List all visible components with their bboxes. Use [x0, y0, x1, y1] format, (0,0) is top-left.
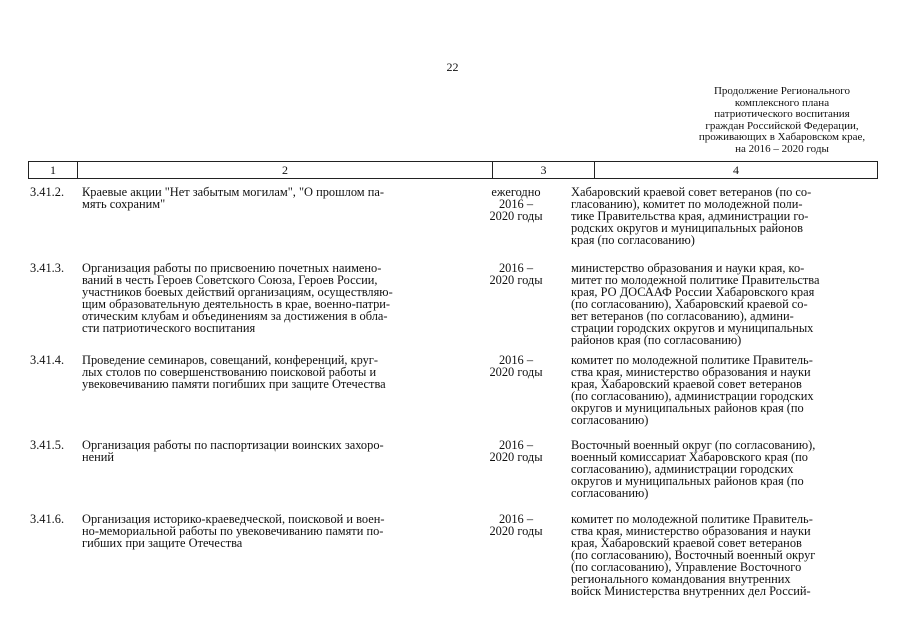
text-line: тике Правительства края, администрации го- — [571, 209, 809, 223]
header-line: патриотического воспитания — [714, 108, 850, 120]
activity-text — [82, 439, 457, 463]
continuation-header — [672, 86, 892, 155]
column-number-1: 1 — [50, 163, 56, 177]
row-number: 3.41.4. — [30, 353, 65, 367]
text-line: края, Хабаровский краевой совет ветеранов — [571, 536, 802, 550]
header-line: Продолжение Регионального — [713, 85, 851, 97]
text-line: края, Хабаровский краевой совет ветеранов — [571, 377, 802, 391]
text-line: 2020 годы — [489, 450, 543, 464]
text-line: щим образовательную деятельность в крае, военно-патри- — [82, 297, 391, 311]
text-line: согласованию) — [571, 486, 649, 500]
text-line: гибших при защите Отечества — [82, 536, 243, 550]
text-line: края, РО ДОСААФ России Хабаровского края — [571, 285, 815, 299]
activity-text — [82, 186, 457, 210]
text-line: мять сохраним" — [82, 197, 166, 211]
row-number: 3.41.2. — [30, 185, 65, 199]
text-line: согласованию) — [571, 413, 649, 427]
text-line: Организация историко-краеведческой, поисковой и воен- — [82, 512, 385, 526]
header-line: комплексного плана — [734, 96, 830, 109]
text-line: 2016 – — [498, 512, 534, 526]
text-line: ства края, министерство образования и науки — [571, 524, 811, 538]
text-line: лых столов по совершенствованию поисковой работы и — [82, 365, 377, 379]
deadline — [470, 354, 562, 378]
text-line: Проведение семинаров, совещаний, конференций, круг- — [82, 353, 379, 367]
text-line: гласованию), комитет по молодежной поли- — [571, 197, 803, 211]
text-line: регионального командования внутренних — [571, 572, 791, 586]
responsible-parties — [571, 262, 869, 346]
text-line: районов края (по согласованию) — [571, 333, 742, 347]
header-line: граждан Российской Федерации, — [705, 119, 859, 132]
page-number: 22 — [446, 60, 459, 74]
text-line: края (по согласованию) — [571, 233, 695, 247]
activity-text — [82, 354, 457, 390]
text-line: участников боевых действий организациям, осуществляю- — [82, 285, 393, 299]
text-line: 2020 годы — [489, 524, 543, 538]
text-line: 2016 – — [498, 261, 534, 275]
text-line: увековечиванию памяти погибших при защите Отечества — [82, 377, 386, 391]
text-line: нений — [82, 450, 115, 464]
deadline — [470, 262, 562, 286]
text-line: ваний в честь Героев Советского Союза, Героев России, — [82, 273, 378, 287]
text-line: ства края, министерство образования и науки — [571, 365, 811, 379]
text-line: Восточный военный округ (по согласованию), — [571, 438, 816, 452]
activity-text — [82, 513, 457, 549]
deadline — [470, 186, 562, 222]
text-line: вет ветеранов (по согласованию), админи- — [571, 309, 794, 323]
text-line: 2020 годы — [489, 273, 543, 287]
text-line: Организация работы по присвоению почетных наимено- — [82, 261, 382, 275]
table-column-header — [28, 161, 878, 179]
text-line: согласованию), администрации городских — [571, 462, 794, 476]
text-line: 2016 – — [498, 197, 534, 211]
text-line: (по согласованию), Восточный военный округ — [571, 548, 816, 562]
text-line: страции городских округов и муниципальных — [571, 321, 814, 335]
text-line: 2020 годы — [489, 209, 543, 223]
text-line: комитет по молодежной политике Правитель- — [571, 353, 813, 367]
header-line: на 2016 – 2020 годы — [735, 142, 829, 155]
responsible-parties — [571, 354, 869, 426]
text-line: ежегодно — [491, 185, 541, 199]
text-line: округов и муниципальных районов края (по — [571, 401, 804, 415]
text-line: митет по молодежной политике Правительства — [571, 273, 820, 287]
row-number: 3.41.5. — [30, 438, 65, 452]
text-line: округов и муниципальных районов края (по — [571, 474, 804, 488]
text-line: 2016 – — [498, 438, 534, 452]
row-number: 3.41.6. — [30, 512, 65, 526]
text-line: Хабаровский краевой совет ветеранов (по со- — [571, 185, 812, 199]
text-line: войск Министерства внутренних дел Россий- — [571, 584, 811, 598]
text-line: сти патриотического воспитания — [82, 321, 256, 335]
text-line: родских округов и муниципальных районов — [571, 221, 803, 235]
text-line: 2016 – — [498, 353, 534, 367]
responsible-parties — [571, 513, 869, 597]
header-line: проживающих в Хабаровском крае, — [698, 131, 866, 143]
text-line: комитет по молодежной политике Правитель- — [571, 512, 813, 526]
column-number-4: 4 — [733, 163, 739, 177]
row-number: 3.41.3. — [30, 261, 65, 275]
deadline — [470, 439, 562, 463]
text-line: (по согласованию), администрации городских — [571, 389, 814, 403]
text-line: Организация работы по паспортизации воинских захоро- — [82, 438, 384, 452]
responsible-parties — [571, 439, 869, 499]
column-number-2: 2 — [282, 163, 288, 177]
column-number-3: 3 — [540, 163, 547, 177]
text-line: министерство образования и науки края, ко- — [571, 261, 805, 275]
text-line: 2020 годы — [489, 365, 543, 379]
text-line: (по согласованию), Управление Восточного — [571, 560, 802, 574]
text-line: (по согласованию), Хабаровский краевой со- — [571, 297, 808, 311]
responsible-parties — [571, 186, 869, 246]
text-line: но-мемориальной работы по увековечиванию памяти по- — [82, 524, 384, 538]
text-line: военный комиссариат Хабаровского края (по — [571, 450, 808, 464]
deadline — [470, 513, 562, 537]
text-line: отическим клубам и объединениям за достижения в обла- — [82, 309, 388, 323]
text-line: Краевые акции "Нет забытым могилам", "О прошлом па- — [82, 185, 384, 199]
activity-text — [82, 262, 457, 334]
